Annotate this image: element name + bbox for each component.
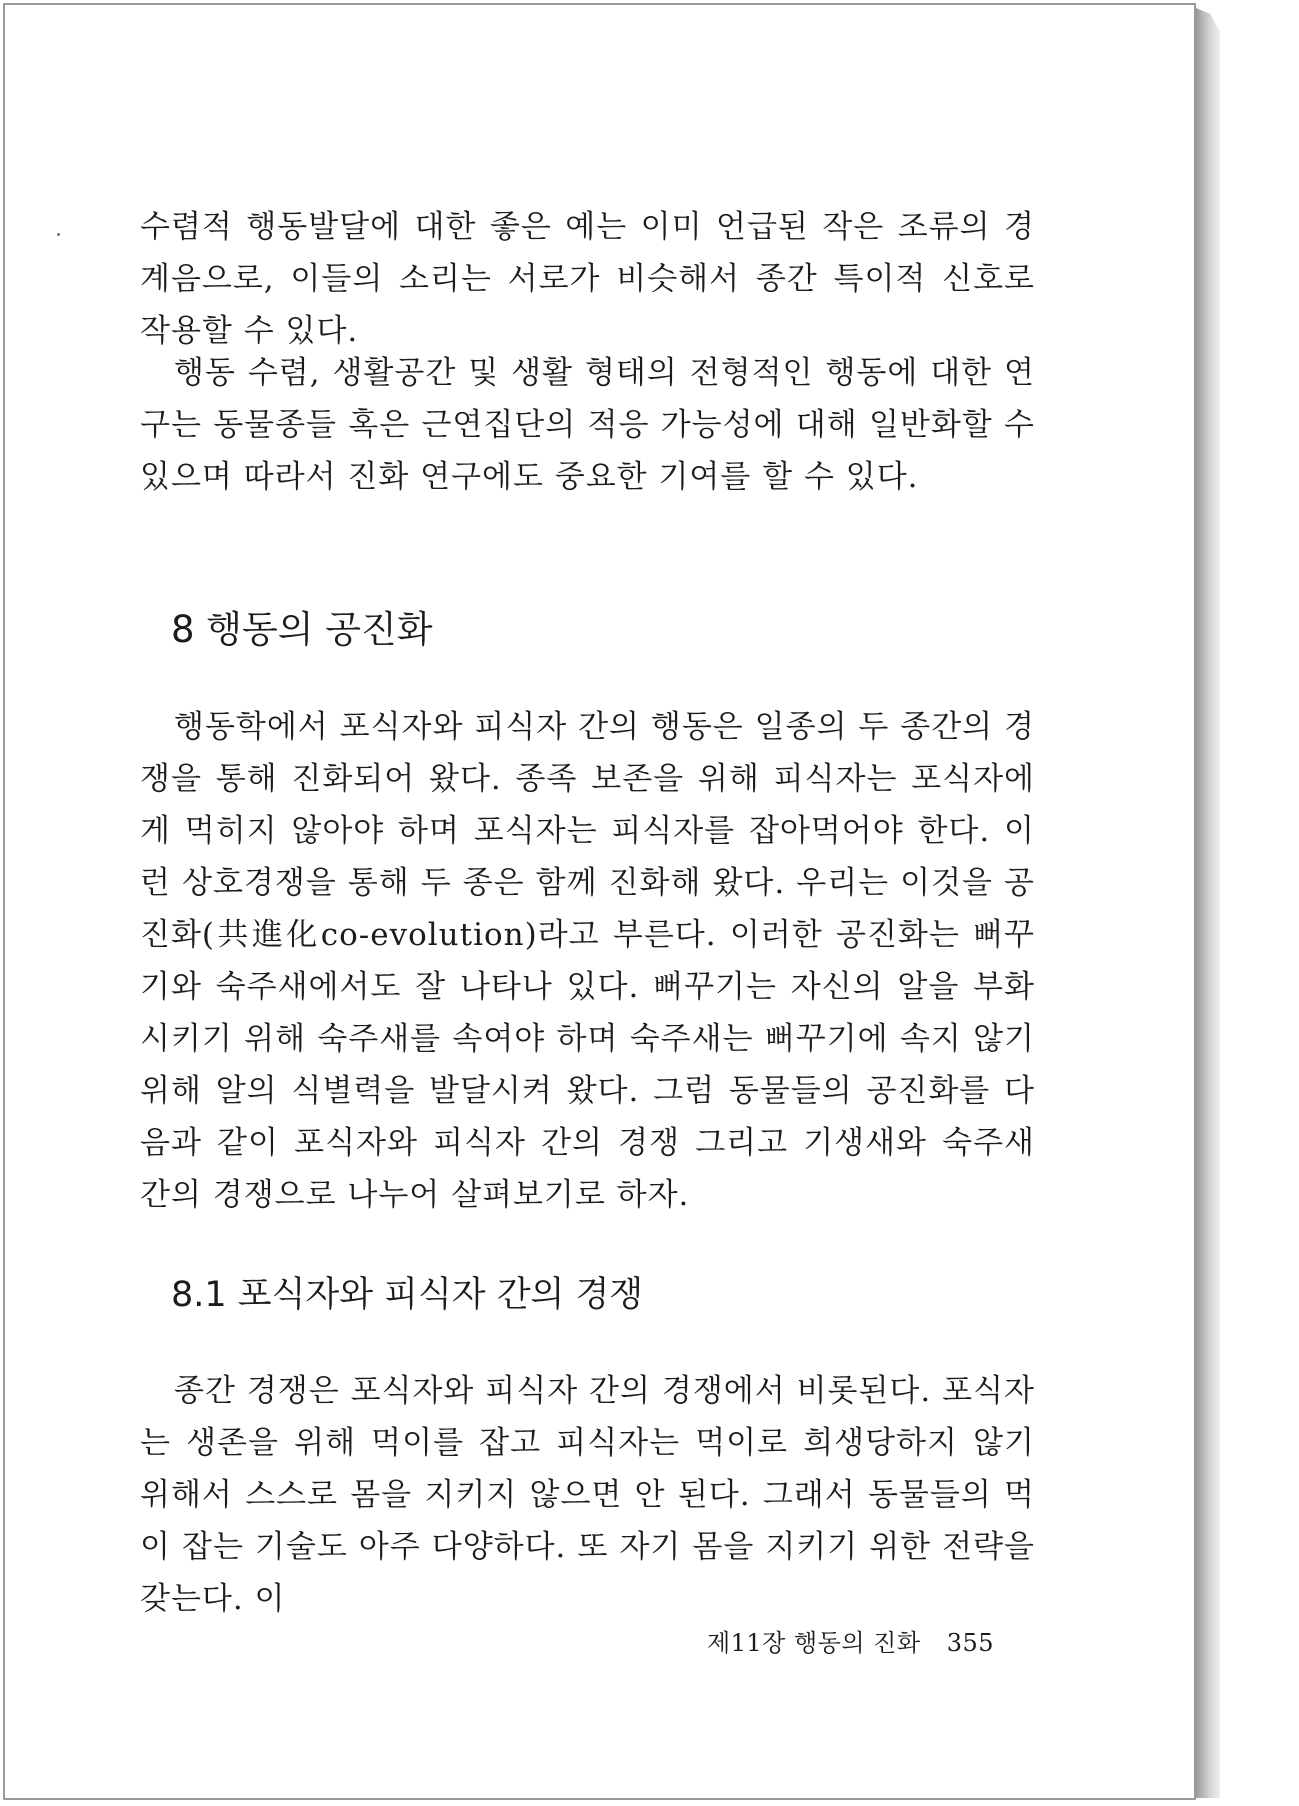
page-edge-shadow <box>1196 8 1220 1798</box>
speck <box>57 233 60 236</box>
chapter-title: 제11장 행동의 진화 <box>706 1629 921 1657</box>
book-page <box>3 3 1196 1800</box>
page-number: 355 <box>946 1629 994 1657</box>
paragraph-intro: 수렴적 행동발달에 대한 좋은 예는 이미 언급된 작은 조류의 경계음으로, 이들의 소리는 서로가 비슷해서 종간 특이적 신호로 작용할 수 있다. <box>140 209 1035 349</box>
paragraph-competition: 종간 경쟁은 포식자와 피식자 간의 경쟁에서 비롯된다. 포식자는 생존을 위해 먹이를 잡고 피식자는 먹이로 희생당하지 않기 위해서 스스로 몸을 지키지 않으면 안 된다. 그래서 동물들의 먹이 잡는 기술도 아주 다양하다. 또 자기 몸을 지키기 위한 전략을 갖는다. 이 <box>140 1373 1035 1617</box>
subsection-heading: 8.1 포식자와 피식자 간의 경쟁 <box>171 1275 644 1315</box>
section-heading: 8 행동의 공진화 <box>171 608 433 651</box>
page-footer <box>707 1623 994 1658</box>
paragraph-coevolution: 행동학에서 포식자와 피식자 간의 행동은 일종의 두 종간의 경쟁을 통해 진화되어 왔다. 종족 보존을 위해 피식자는 포식자에게 먹히지 않아야 하며 포식자는 피식자를 잡아먹어야 한다. 이런 상호경쟁을 통해 두 종은 함께 진화해 왔다. 우리는 이것을 공진화(共進化co-evolution)라고 부른다. 이러한 공진화는 뻐꾸기와 숙주새에서도 잘 나타나 있다. 뻐꾸기는 자신의 알을 부화시키기 위해 숙주새를 속여야 하며 숙주새는 뻐꾸기에 속지 않기 위해 알의 식별력을 발달시켜 왔다. 그럼 동물들의 공진화를 다음과 같이 포식자와 피식자 간의 경쟁 그리고 기생새와 숙주새 간의 경쟁으로 나누어 살펴보기로 하자. <box>140 709 1035 1213</box>
paragraph-convergence: 행동 수렴, 생활공간 및 생활 형태의 전형적인 행동에 대한 연구는 동물종들 혹은 근연집단의 적응 가능성에 대해 일반화할 수 있으며 따라서 진화 연구에도 중요한 기여를 할 수 있다. <box>140 355 1035 495</box>
